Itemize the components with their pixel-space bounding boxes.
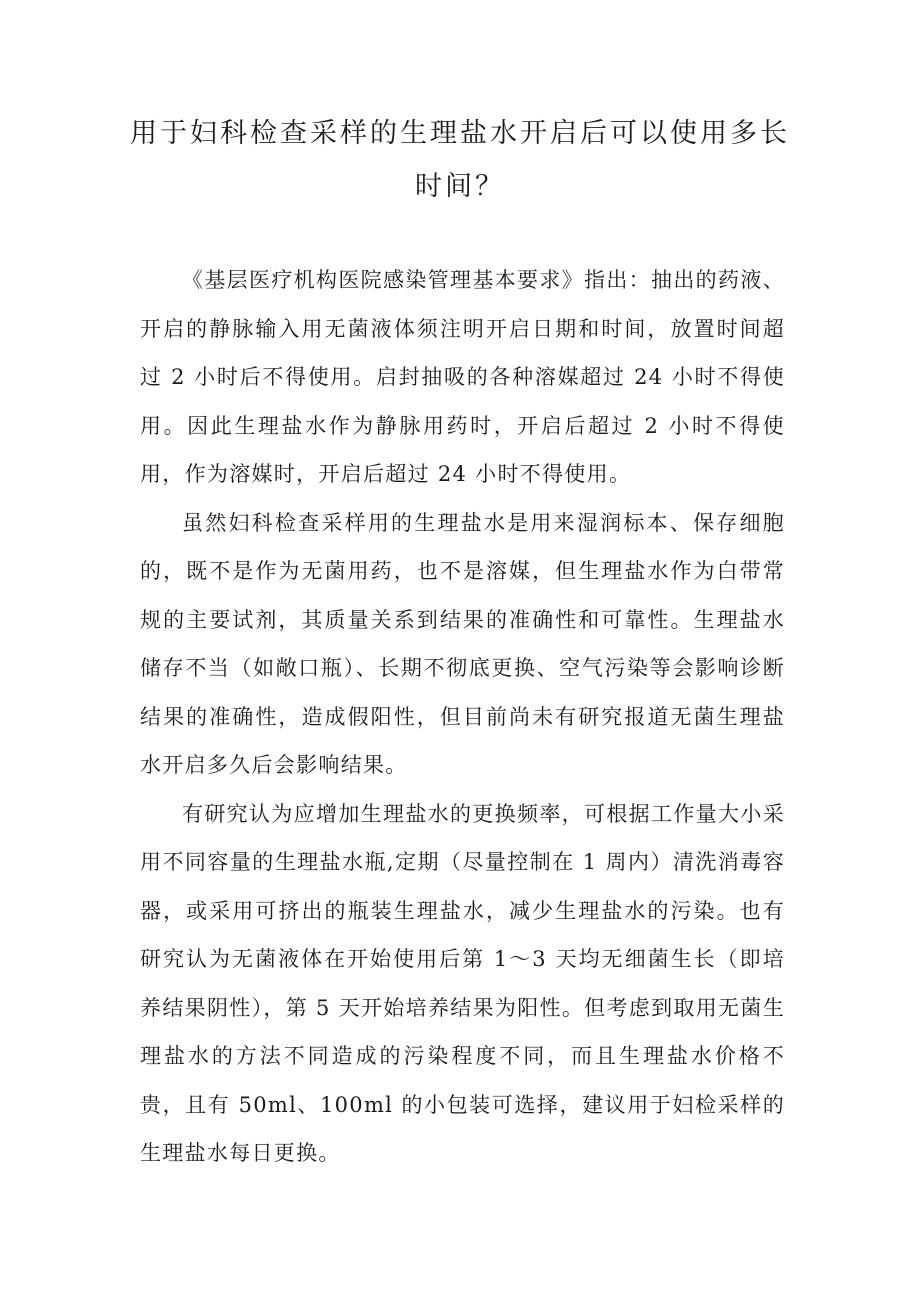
document-body [140, 256, 785, 1178]
paragraph-2: 虽然妇科检查采样用的生理盐水是用来湿润标本、保存细胞的，既不是作为无菌用药，也不是溶媒，但生理盐水作为白带常规的主要试剂，其质量关系到结果的准确性和可靠性。生理盐水储存不当（如敞口瓶）、长期不彻底更换、空气污染等会影响诊断结果的准确性，造成假阳性，但目前尚未有研究报道无菌生理盐水开启多久后会影响结果。 [140, 510, 785, 777]
document-title [120, 107, 800, 213]
paragraph-1: 《基层医疗机构医院感染管理基本要求》指出：抽出的药液、开启的静脉输入用无菌液体须注明开启日期和时间，放置时间超过 2 小时后不得使用。启封抽吸的各种溶媒超过 24 小时不得使用。因此生理盐水作为静脉用药时，开启后超过 2 小时不得使用，作为溶媒时，开启后超过 24 小时不得使用。 [140, 268, 785, 486]
paragraph-3: 有研究认为应增加生理盐水的更换频率，可根据工作量大小采用不同容量的生理盐水瓶,定期（尽量控制在 1 周内）清洗消毒容器，或采用可挤出的瓶装生理盐水，减少生理盐水的污染。也有研究认为无菌液体在开始使用后第 1～3 天均无细菌生长（即培养结果阴性），第 5 天开始培养结果为阳性。但考虑到取用无菌生理盐水的方法不同造成的污染程度不同，而且生理盐水价格不贵，且有 50ml、100ml 的小包装可选择，建议用于妇检采样的生理盐水每日更换。 [140, 801, 785, 1165]
title-line-2: 时间？ [415, 171, 505, 202]
title-line-1: 用于妇科检查采样的生理盐水开启后可以使用多长 [130, 118, 790, 149]
